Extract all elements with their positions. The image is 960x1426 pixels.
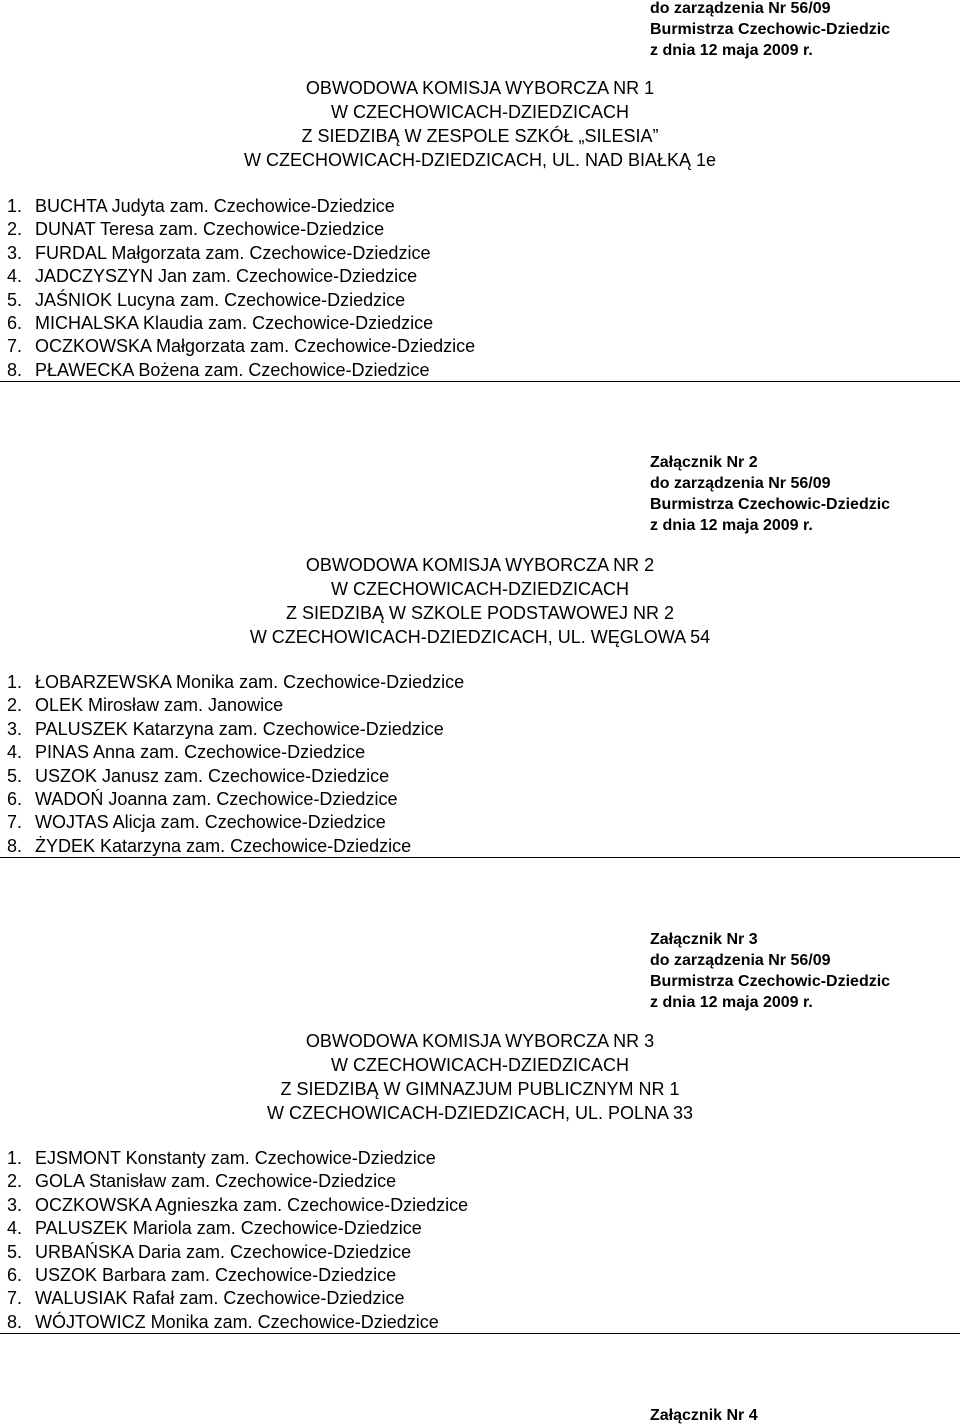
attachment-line: z dnia 12 maja 2009 r. [650,42,813,59]
item-number: 5. [7,765,23,786]
item-text: EJSMONT Konstanty zam. Czechowice-Dziedzice [35,1148,436,1168]
list-item [7,218,475,241]
title-line: W CZECHOWICACH-DZIEDZICACH, UL. POLNA 33 [266,1103,694,1123]
list-item [7,811,464,834]
item-text: DUNAT Teresa zam. Czechowice-Dziedzice [35,219,385,240]
item-number: 2. [7,219,23,240]
item-text: WOJTAS Alicja zam. Czechowice-Dziedzice [35,812,386,833]
title-line: Z SIEDZIBĄ W ZESPOLE SZKÓŁ „SILESIA” [301,126,659,146]
attachment-line: Załącznik Nr 3 [650,931,758,948]
member-list-3 [7,1147,468,1334]
list-item [7,1147,468,1170]
list-item [7,1287,468,1310]
attachment-line: do zarządzenia Nr 56/09 [650,475,831,492]
list-item [7,835,464,858]
item-text: GOLA Stanisław zam. Czechowice-Dziedzice [35,1171,397,1192]
attachment-line: Burmistrza Czechowic-Dziedzic [650,21,891,38]
item-text: WADOŃ Joanna zam. Czechowice-Dziedzice [35,789,398,810]
attachment-header-1 [650,0,890,61]
item-text: OCZKOWSKA Agnieszka zam. Czechowice-Dziedzice [35,1194,469,1215]
item-text: PINAS Anna zam. Czechowice-Dziedzice [35,742,366,763]
title-line: W CZECHOWICACH-DZIEDZICACH [331,102,629,122]
list-item [7,694,464,717]
item-number: 7. [7,336,23,357]
section-divider [0,857,960,858]
commission-title-1 [0,76,960,172]
item-number: 3. [7,1194,23,1215]
commission-title-2 [0,553,960,649]
item-number: 4. [7,266,23,287]
attachment-line: z dnia 12 maja 2009 r. [650,994,813,1011]
item-number: 5. [7,289,23,310]
attachment-line: Załącznik Nr 4 [650,1407,758,1424]
item-text: WALUSIAK Rafał zam. Czechowice-Dziedzice [35,1288,405,1309]
item-text: URBAŃSKA Daria zam. Czechowice-Dziedzice [35,1241,412,1262]
item-text: USZOK Janusz zam. Czechowice-Dziedzice [35,765,390,786]
section-divider [0,381,960,382]
attachment-line: do zarządzenia Nr 56/09 [650,0,831,17]
list-item [7,242,475,265]
item-number: 3. [7,242,23,263]
item-number: 8. [7,359,23,380]
item-number: 1. [7,672,23,692]
list-item [7,359,475,382]
item-number: 6. [7,313,23,334]
attachment-line: z dnia 12 maja 2009 r. [650,517,813,534]
title-line: W CZECHOWICACH-DZIEDZICACH, UL. WĘGLOWA 54 [249,627,711,647]
list-item [7,335,475,358]
item-text: FURDAL Małgorzata zam. Czechowice-Dziedzice [35,242,431,263]
item-number: 1. [7,1148,23,1168]
list-item [7,1194,468,1217]
title-line: W CZECHOWICACH-DZIEDZICACH, UL. NAD BIAŁKĄ 1e [243,150,717,170]
item-number: 8. [7,835,23,856]
list-item [7,741,464,764]
list-item [7,671,464,694]
attachment-line: Burmistrza Czechowic-Dziedzic [650,973,891,990]
item-number: 3. [7,718,23,739]
list-item [7,1264,468,1287]
title-line: Z SIEDZIBĄ W SZKOLE PODSTAWOWEJ NR 2 [285,603,675,623]
commission-title-3 [0,1029,960,1125]
item-number: 4. [7,1218,23,1239]
list-item [7,1241,468,1264]
item-number: 7. [7,812,23,833]
item-text: ŁOBARZEWSKA Monika zam. Czechowice-Dziedzice [35,672,465,692]
title-line: W CZECHOWICACH-DZIEDZICACH [331,1055,629,1075]
list-item [7,265,475,288]
attachment-line: Burmistrza Czechowic-Dziedzic [650,496,891,513]
item-number: 7. [7,1288,23,1309]
title-line: OBWODOWA KOMISJA WYBORCZA NR 1 [305,78,655,98]
list-item [7,1311,468,1334]
item-number: 2. [7,695,23,716]
member-list-1 [7,195,475,382]
title-line: W CZECHOWICACH-DZIEDZICACH [331,579,629,599]
list-item [7,1170,468,1193]
list-item [7,718,464,741]
item-text: BUCHTA Judyta zam. Czechowice-Dziedzice [35,196,395,216]
item-text: USZOK Barbara zam. Czechowice-Dziedzice [35,1265,397,1286]
attachment-header-3 [650,929,890,1013]
title-line: OBWODOWA KOMISJA WYBORCZA NR 2 [305,555,655,575]
item-number: 1. [7,196,23,216]
item-number: 4. [7,742,23,763]
attachment-line: Załącznik Nr 2 [650,454,758,471]
list-item [7,195,475,218]
item-number: 8. [7,1311,23,1332]
list-item [7,1217,468,1240]
item-text: PALUSZEK Mariola zam. Czechowice-Dziedzice [35,1218,422,1239]
item-text: PŁAWECKA Bożena zam. Czechowice-Dziedzice [35,359,430,380]
item-text: ŻYDEK Katarzyna zam. Czechowice-Dziedzice [35,835,412,856]
item-text: OLEK Mirosław zam. Janowice [35,695,284,716]
item-number: 5. [7,1241,23,1262]
member-list-2 [7,671,464,858]
item-number: 6. [7,1265,23,1286]
attachment-header-4 [650,1405,758,1426]
attachment-header-2 [650,452,890,536]
item-text: PALUSZEK Katarzyna zam. Czechowice-Dziedzice [35,718,444,739]
item-text: OCZKOWSKA Małgorzata zam. Czechowice-Dziedzice [35,336,476,357]
title-line: Z SIEDZIBĄ W GIMNAZJUM PUBLICZNYM NR 1 [280,1079,680,1099]
item-text: WÓJTOWICZ Monika zam. Czechowice-Dziedzice [35,1311,439,1332]
list-item [7,312,475,335]
item-number: 6. [7,789,23,810]
item-text: MICHALSKA Klaudia zam. Czechowice-Dziedzice [35,313,434,334]
item-text: JADCZYSZYN Jan zam. Czechowice-Dziedzice [35,266,418,287]
list-item [7,289,475,312]
item-text: JAŚNIOK Lucyna zam. Czechowice-Dziedzice [35,289,406,310]
section-divider [0,1333,960,1334]
attachment-line: do zarządzenia Nr 56/09 [650,952,831,969]
item-number: 2. [7,1171,23,1192]
list-item [7,765,464,788]
list-item [7,788,464,811]
title-line: OBWODOWA KOMISJA WYBORCZA NR 3 [305,1031,655,1051]
